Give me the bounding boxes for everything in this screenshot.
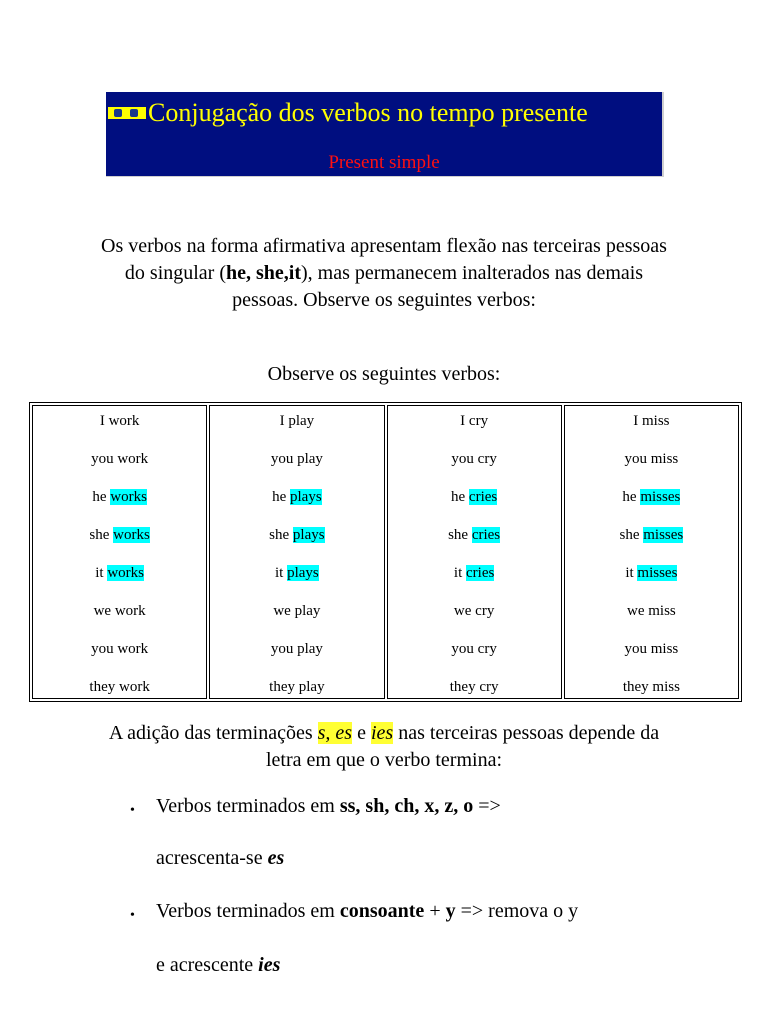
banner-title-text: Conjugação dos verbos no tempo presente — [148, 98, 588, 127]
pronoun: it — [453, 565, 463, 581]
banner-subtitle: Present simple — [328, 152, 440, 173]
pronoun: we — [93, 603, 112, 619]
verb-form: works — [110, 489, 147, 505]
verb-table — [29, 402, 742, 702]
verb-form: miss — [641, 413, 670, 429]
verb-row — [388, 526, 561, 544]
verb-column — [209, 405, 384, 699]
verb-column — [564, 405, 739, 699]
observe-line: Observe os seguintes verbos: — [267, 363, 501, 385]
verb-form: cry — [477, 641, 497, 657]
pronoun: I — [633, 413, 639, 429]
bullet-dot-icon: • — [130, 803, 135, 818]
verb-row — [388, 412, 561, 430]
verb-form: cries — [466, 565, 495, 581]
pronoun: we — [626, 603, 645, 619]
verb-form: work — [119, 679, 150, 695]
pronoun: they — [449, 679, 476, 695]
verb-row — [565, 602, 738, 620]
intro-paragraph — [96, 233, 672, 314]
intro-pronouns: he, she,it — [226, 262, 301, 284]
verb-row — [33, 640, 206, 658]
verb-row — [388, 488, 561, 506]
verb-row — [210, 678, 383, 696]
verb-form: misses — [637, 565, 678, 581]
pronoun: he — [622, 489, 637, 505]
bullet-dot-icon: • — [130, 908, 135, 923]
pronoun: we — [273, 603, 291, 619]
verb-row — [33, 564, 206, 582]
verb-row — [210, 564, 383, 582]
verb-row — [210, 450, 383, 468]
endings-paragraph — [96, 720, 672, 774]
verb-form: miss — [652, 679, 680, 695]
verb-form: miss — [650, 641, 679, 657]
verb-row — [210, 602, 383, 620]
pronoun: he — [451, 489, 466, 505]
rule-1-line-2: acrescenta-se es — [156, 847, 285, 869]
double-arrow-icon — [108, 107, 146, 119]
verb-form: misses — [640, 489, 681, 505]
verb-form: plays — [287, 565, 319, 581]
pronoun: you — [91, 451, 114, 467]
intro-text-1: Os verbos na forma afirmativa apresentam flexão nas terceiras pessoas do singular ( — [101, 235, 667, 284]
verb-form: play — [297, 641, 323, 657]
verb-row — [565, 488, 738, 506]
verb-form: work — [108, 413, 140, 429]
pronoun: it — [625, 565, 634, 581]
endings-conj: e — [352, 722, 371, 744]
verb-row — [33, 412, 206, 430]
verb-row — [565, 564, 738, 582]
verb-row — [33, 602, 206, 620]
verb-form: work — [114, 603, 146, 619]
verb-column — [32, 405, 207, 699]
pronoun: she — [619, 527, 640, 543]
pronoun: he — [272, 489, 287, 505]
verb-form: cry — [475, 603, 495, 619]
pronoun: we — [453, 603, 472, 619]
pronoun: she — [89, 527, 110, 543]
pronoun: you — [270, 451, 294, 467]
endings-text-1: A adição das terminações — [108, 722, 318, 744]
verb-form: play — [297, 451, 323, 467]
ending-term-ies: ies — [370, 722, 394, 744]
verb-form: miss — [650, 451, 679, 467]
verb-row — [388, 678, 561, 696]
verb-row — [210, 412, 383, 430]
pronoun: you — [270, 641, 294, 657]
verb-form: cry — [479, 679, 499, 695]
pronoun: it — [274, 565, 284, 581]
verb-row — [388, 640, 561, 658]
verb-form: plays — [292, 527, 325, 543]
verb-form: works — [107, 565, 144, 581]
ending-term-s-es: s, es — [317, 722, 353, 744]
verb-form: work — [117, 641, 149, 657]
verb-row — [388, 602, 561, 620]
verb-row — [565, 450, 738, 468]
title-banner — [106, 92, 664, 177]
verb-form: plays — [290, 489, 322, 505]
pronoun: you — [451, 641, 474, 657]
pronoun: you — [624, 641, 647, 657]
pronoun: she — [269, 527, 290, 543]
rule-1-line-1: Verbos terminados em ss, sh, ch, x, z, o => — [156, 795, 501, 817]
verb-row — [33, 526, 206, 544]
verb-row — [565, 526, 738, 544]
verb-form: cry — [468, 413, 489, 429]
verb-row — [210, 488, 383, 506]
page-title — [106, 98, 662, 128]
verb-form: cries — [468, 489, 498, 505]
verb-row — [210, 526, 383, 544]
verb-form: play — [288, 413, 315, 429]
intro-text-2: ), mas permanecem inalterados nas demais pessoas. Observe os seguintes verbos: — [232, 262, 644, 311]
pronoun: they — [269, 679, 295, 695]
verb-form: cries — [471, 527, 501, 543]
verb-row — [210, 640, 383, 658]
verb-row — [565, 640, 738, 658]
pronoun: you — [91, 641, 114, 657]
pronoun: I — [279, 413, 285, 429]
verb-form: play — [298, 679, 325, 695]
verb-column — [387, 405, 562, 699]
verb-row — [565, 412, 738, 430]
verb-form: work — [117, 451, 149, 467]
verb-form: play — [294, 603, 321, 619]
verb-form: cry — [477, 451, 497, 467]
endings-text-2: nas terceiras pessoas depende da letra em que o verbo termina: — [265, 722, 660, 771]
verb-row — [33, 488, 206, 506]
pronoun: they — [622, 679, 649, 695]
pronoun: he — [92, 489, 107, 505]
verb-form: misses — [643, 527, 684, 543]
pronoun: you — [624, 451, 647, 467]
verb-row — [33, 678, 206, 696]
rule-2-line-1: Verbos terminados em consoante + y => remova o y — [156, 900, 579, 922]
verb-form: miss — [648, 603, 676, 619]
pronoun: you — [451, 451, 474, 467]
verb-row — [388, 450, 561, 468]
pronoun: I — [460, 413, 466, 429]
rule-2-line-2: e acrescente ies — [156, 954, 281, 976]
verb-row — [388, 564, 561, 582]
pronoun: she — [448, 527, 469, 543]
pronoun: they — [89, 679, 116, 695]
pronoun: I — [99, 413, 105, 429]
pronoun: it — [95, 565, 104, 581]
verb-row — [33, 450, 206, 468]
verb-form: works — [113, 527, 150, 543]
verb-row — [565, 678, 738, 696]
